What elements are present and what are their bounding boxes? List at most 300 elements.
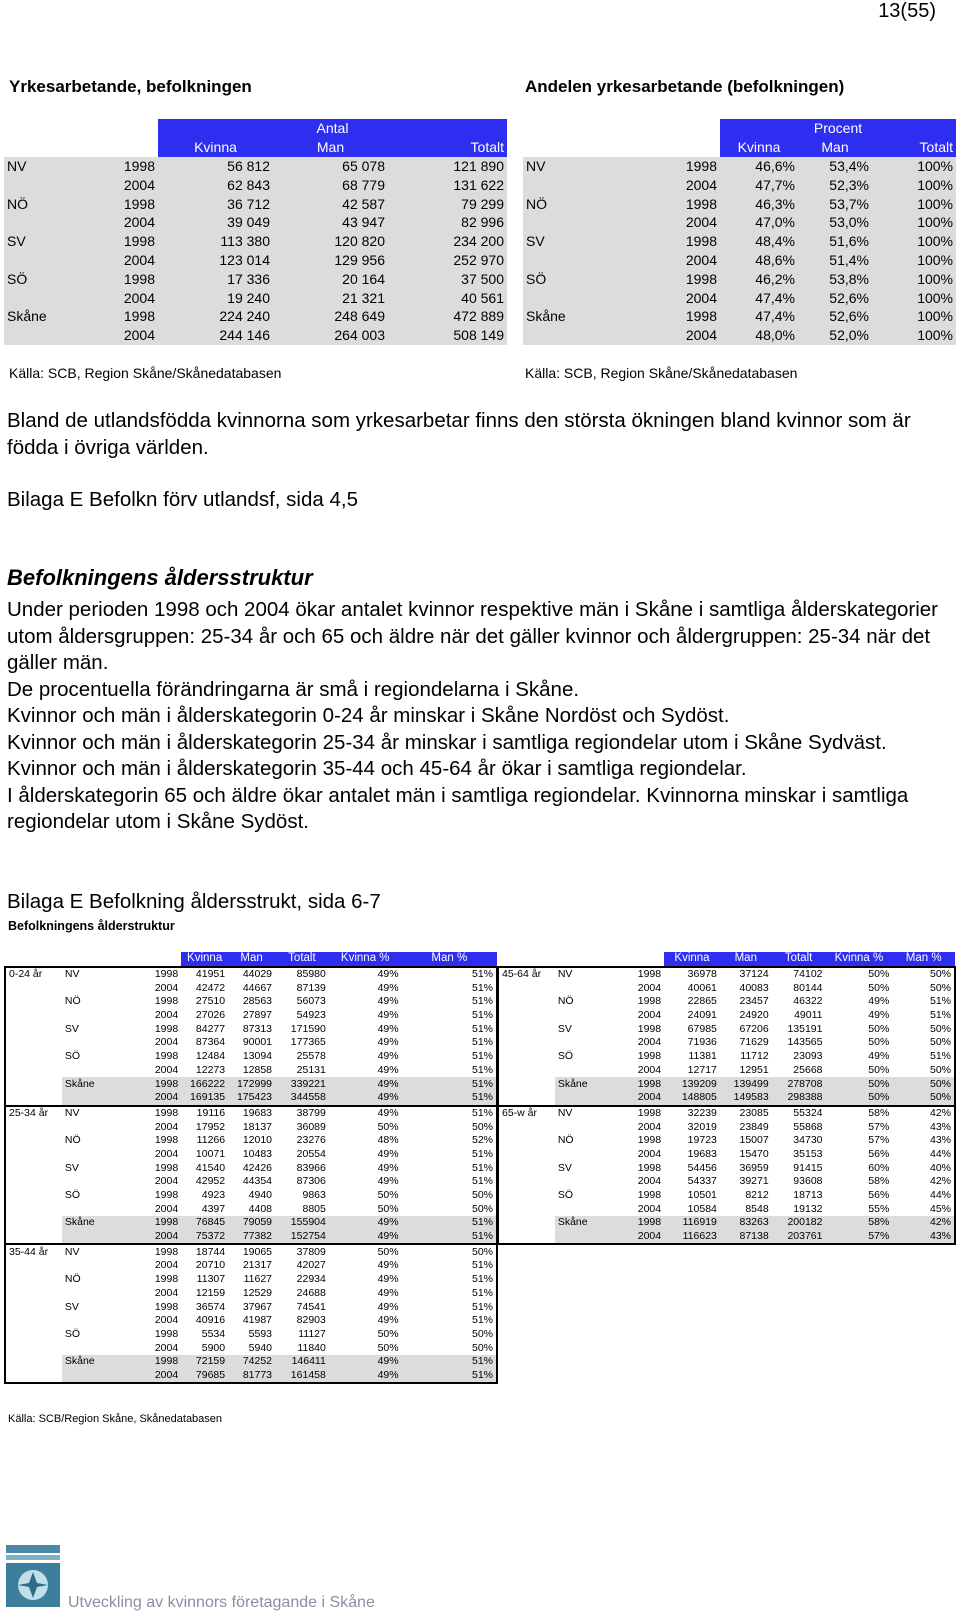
table-row — [4, 194, 507, 213]
age-group-label — [5, 1189, 62, 1203]
value-cell: 43% — [892, 1134, 955, 1148]
year-cell: 1998 — [124, 1077, 182, 1091]
year-cell: 2004 — [124, 1369, 182, 1384]
value-cell: 55% — [868, 1202, 890, 1215]
age-group-label — [498, 981, 555, 995]
value-cell: 51% — [402, 1036, 497, 1050]
age-group-label — [5, 1355, 62, 1369]
value-cell: 23457 — [739, 995, 769, 1008]
table-row — [498, 1134, 955, 1148]
region-label: SV — [557, 1161, 572, 1174]
age-group-label — [5, 1300, 62, 1314]
value-cell: 51% — [402, 1106, 497, 1121]
value-cell: 51% — [402, 995, 497, 1009]
value-cell: 49% — [868, 1009, 890, 1022]
age-group-label — [5, 1022, 62, 1036]
table-row — [5, 1328, 497, 1342]
region-label: NV — [62, 1106, 124, 1121]
region-label — [62, 1175, 124, 1189]
value-cell: 10483 — [242, 1147, 273, 1160]
region-label: SÖ — [64, 1327, 81, 1340]
region-label: Skåne — [62, 1216, 124, 1230]
value-cell: 120 820 — [273, 232, 388, 251]
value-cell: 58% — [826, 1216, 893, 1230]
table-row — [523, 232, 956, 251]
region-label — [555, 1120, 617, 1134]
region-label: SÖ — [4, 269, 66, 288]
region-label — [62, 1314, 124, 1328]
age-table-right — [497, 952, 956, 1245]
year-cell: 1998 — [154, 1134, 179, 1147]
count-column-header: Totalt — [388, 138, 507, 157]
value-cell: 51% — [402, 1369, 497, 1384]
value-cell: 55324 — [772, 1106, 826, 1121]
table-row — [498, 1106, 955, 1121]
value-cell: 116623 — [664, 1230, 720, 1245]
value-cell: 51% — [402, 1009, 497, 1023]
value-cell: 50% — [868, 1022, 890, 1035]
value-cell: 177365 — [290, 1036, 326, 1049]
age-column-header-row — [498, 952, 955, 967]
value-cell: 72159 — [181, 1355, 228, 1369]
value-cell: 23276 — [296, 1134, 326, 1147]
value-cell: 175423 — [228, 1091, 275, 1106]
value-cell: 12529 — [242, 1286, 273, 1299]
year-cell: 2004 — [637, 1175, 662, 1188]
value-cell: 472 889 — [388, 307, 507, 326]
value-cell: 35153 — [793, 1147, 823, 1160]
age-column-header: Man % — [892, 952, 955, 967]
value-cell: 51% — [402, 1314, 497, 1328]
workforce-count-table — [4, 119, 507, 345]
value-cell: 15007 — [739, 1134, 769, 1147]
value-cell: 52,6% — [798, 307, 872, 326]
region-label — [4, 213, 66, 232]
age-column-header: Totalt — [275, 952, 329, 967]
region-label — [555, 1064, 617, 1078]
value-cell: 41987 — [242, 1314, 273, 1327]
region-label — [62, 1202, 124, 1216]
value-cell: 93608 — [793, 1175, 823, 1188]
region-label — [4, 251, 66, 270]
year-cell: 2004 — [66, 326, 158, 345]
value-cell: 49% — [377, 1009, 399, 1022]
value-cell: 19132 — [793, 1202, 823, 1215]
value-cell: 11712 — [740, 1050, 769, 1063]
value-cell: 51% — [402, 1175, 497, 1189]
value-cell: 49% — [377, 1063, 399, 1076]
age-column-header: Man % — [402, 952, 497, 967]
region-label — [555, 1009, 617, 1023]
value-cell: 45% — [892, 1202, 955, 1216]
body-text-line: Under perioden 1998 och 2004 ökar antalet kvinnor respektive män i Skåne i samtliga ålderskategorier utom åldersgruppen: 25-34 år och 65 och äldre när det gäller kvinnor och åldergruppen: 25-34 när det gäller män. — [7, 598, 939, 674]
region-label — [523, 288, 593, 307]
value-cell: 27510 — [195, 995, 226, 1008]
value-cell: 50% — [402, 1120, 497, 1134]
value-cell: 42% — [892, 1175, 955, 1189]
year-cell: 1998 — [637, 1189, 662, 1202]
region-label — [555, 1091, 617, 1106]
year-cell: 2004 — [616, 1091, 664, 1106]
value-cell: 57% — [826, 1230, 893, 1245]
table-row — [5, 1009, 497, 1023]
value-cell: 49% — [329, 967, 402, 982]
table-row — [4, 175, 507, 194]
table-row — [523, 157, 956, 176]
value-cell: 87364 — [195, 1036, 226, 1049]
value-cell: 12484 — [195, 1050, 226, 1063]
value-cell: 52% — [402, 1134, 497, 1148]
value-cell: 39271 — [739, 1175, 769, 1188]
value-cell: 58% — [868, 1175, 890, 1188]
table-row — [4, 157, 507, 176]
table-row — [5, 1259, 497, 1273]
region-label — [555, 1036, 617, 1050]
age-column-header-row — [5, 952, 497, 967]
table-row — [5, 1273, 497, 1287]
value-cell: 19065 — [228, 1244, 275, 1259]
value-cell: 24091 — [687, 1009, 717, 1022]
value-cell: 27026 — [195, 1009, 226, 1022]
value-cell: 135191 — [787, 1022, 823, 1035]
region-label: NV — [62, 967, 124, 982]
share-group-header: Procent — [720, 119, 956, 138]
value-cell: 83966 — [296, 1161, 326, 1174]
year-cell: 2004 — [154, 1036, 179, 1049]
age-column-header: Totalt — [772, 952, 826, 967]
value-cell: 57% — [868, 1120, 890, 1133]
value-cell: 19723 — [687, 1134, 717, 1147]
value-cell: 82 996 — [388, 213, 507, 232]
value-cell: 100% — [872, 326, 956, 345]
year-cell: 2004 — [637, 1147, 662, 1160]
table-row — [5, 1369, 497, 1384]
value-cell: 203761 — [772, 1230, 826, 1245]
year-cell: 2004 — [637, 1120, 662, 1133]
value-cell: 5534 — [201, 1327, 226, 1340]
value-cell: 84277 — [195, 1022, 226, 1035]
value-cell: 24688 — [296, 1286, 326, 1299]
table-row — [5, 1175, 497, 1189]
value-cell: 298388 — [772, 1091, 826, 1106]
value-cell: 149583 — [720, 1091, 772, 1106]
value-cell: 51,6% — [798, 232, 872, 251]
age-group-label — [498, 1134, 555, 1148]
table-row — [5, 1036, 497, 1050]
value-cell: 49% — [377, 995, 399, 1008]
year-cell: 2004 — [637, 1009, 662, 1022]
year-cell: 2004 — [154, 1259, 179, 1272]
value-cell: 100% — [872, 307, 956, 326]
value-cell: 37124 — [720, 967, 772, 982]
age-group-label — [5, 1091, 62, 1106]
value-cell: 87138 — [720, 1230, 772, 1245]
table-row — [5, 1230, 497, 1245]
value-cell: 11840 — [297, 1341, 326, 1354]
region-label: NÖ — [4, 194, 66, 213]
value-cell: 85980 — [275, 967, 329, 982]
table-row — [5, 1287, 497, 1301]
year-cell: 1998 — [154, 1050, 179, 1063]
body-text-line: I ålderskategorin 65 och äldre ökar antalet män i samtliga regiondelar. Kvinnorna minskar i samtliga regiondelar utom i Skåne Sydöst. — [7, 783, 909, 833]
table-row — [5, 981, 497, 995]
year-cell: 1998 — [637, 1161, 662, 1174]
region-label: NV — [555, 1106, 617, 1121]
value-cell: 11381 — [688, 1050, 717, 1063]
value-cell: 244 146 — [158, 326, 273, 345]
year-cell: 1998 — [593, 232, 720, 251]
age-group-label — [498, 1230, 555, 1245]
value-cell: 21 321 — [273, 288, 388, 307]
value-cell: 49% — [377, 1022, 399, 1035]
value-cell: 49% — [377, 1286, 399, 1299]
blank-cell — [555, 952, 617, 967]
value-cell: 51% — [402, 1148, 497, 1162]
region-label — [62, 1259, 124, 1273]
value-cell: 49% — [329, 1106, 402, 1121]
year-cell: 1998 — [124, 1106, 182, 1121]
region-label — [555, 1202, 617, 1216]
table-row — [5, 967, 497, 982]
value-cell: 264 003 — [273, 326, 388, 345]
age-column-header: Man — [228, 952, 275, 967]
value-cell: 36959 — [739, 1161, 769, 1174]
value-cell: 100% — [872, 251, 956, 270]
value-cell: 49% — [377, 1314, 399, 1327]
value-cell: 56 812 — [158, 157, 273, 176]
value-cell: 148805 — [664, 1091, 720, 1106]
value-cell: 50% — [892, 1036, 955, 1050]
table-row — [4, 213, 507, 232]
value-cell: 146411 — [275, 1355, 329, 1369]
year-cell: 2004 — [66, 175, 158, 194]
count-group-header: Antal — [158, 119, 507, 138]
value-cell: 50% — [402, 1202, 497, 1216]
value-cell: 4408 — [248, 1202, 273, 1215]
region-label: SÖ — [557, 1189, 573, 1202]
year-cell: 2004 — [66, 213, 158, 232]
region-label: NÖ — [557, 1134, 574, 1147]
value-cell: 50% — [892, 1022, 955, 1036]
region-label — [555, 981, 617, 995]
region-label: Skåne — [4, 307, 66, 326]
region-label: NV — [523, 157, 593, 176]
region-label — [523, 326, 593, 345]
table-row — [523, 175, 956, 194]
value-cell: 34730 — [793, 1134, 823, 1147]
value-cell: 24920 — [739, 1009, 769, 1022]
value-cell: 58% — [826, 1106, 893, 1121]
table-row — [5, 1244, 497, 1259]
value-cell: 4923 — [201, 1189, 226, 1202]
value-cell: 23093 — [793, 1050, 823, 1063]
year-cell: 2004 — [154, 1009, 179, 1022]
region-label — [523, 175, 593, 194]
age-group-label — [498, 1120, 555, 1134]
value-cell: 252 970 — [388, 251, 507, 270]
table-row — [523, 213, 956, 232]
value-cell: 48,4% — [720, 232, 798, 251]
year-cell: 1998 — [124, 967, 182, 982]
value-cell: 62 843 — [158, 175, 273, 194]
value-cell: 27897 — [242, 1009, 273, 1022]
value-cell: 53,0% — [798, 213, 872, 232]
year-cell: 2004 — [154, 1202, 179, 1215]
year-cell: 1998 — [616, 1077, 664, 1091]
value-cell: 8212 — [745, 1189, 769, 1202]
table-row — [5, 1216, 497, 1230]
value-cell: 43% — [892, 1120, 955, 1134]
value-cell: 38799 — [275, 1106, 329, 1121]
value-cell: 91415 — [793, 1161, 823, 1174]
value-cell: 224 240 — [158, 307, 273, 326]
value-cell: 75372 — [181, 1230, 228, 1245]
region-label — [62, 1036, 124, 1050]
region-label — [62, 1148, 124, 1162]
value-cell: 143565 — [787, 1036, 823, 1049]
value-cell: 28563 — [242, 995, 273, 1008]
share-column-header: Kvinna — [720, 138, 798, 157]
value-cell: 42 587 — [273, 194, 388, 213]
value-cell: 100% — [872, 175, 956, 194]
value-cell: 152754 — [275, 1230, 329, 1245]
age-source-note: Källa: SCB/Region Skåne, Skånedatabasen — [8, 1413, 223, 1425]
value-cell: 51% — [402, 1230, 497, 1245]
value-cell: 54337 — [687, 1175, 717, 1188]
body-text-line: Kvinnor och män i ålderskategorin 0-24 år minskar i Skåne Nordöst och Sydöst. — [7, 704, 730, 727]
value-cell: 155904 — [275, 1216, 329, 1230]
value-cell: 234 200 — [388, 232, 507, 251]
age-group-label — [5, 1120, 62, 1134]
value-cell: 41951 — [181, 967, 228, 982]
year-cell: 2004 — [616, 1230, 664, 1245]
age-group-label — [5, 1175, 62, 1189]
value-cell: 139209 — [664, 1077, 720, 1091]
value-cell: 74252 — [228, 1355, 275, 1369]
value-cell: 44% — [892, 1189, 955, 1203]
value-cell: 51% — [402, 1216, 497, 1230]
value-cell: 74541 — [296, 1300, 326, 1313]
value-cell: 50% — [826, 1091, 893, 1106]
value-cell: 67985 — [687, 1022, 717, 1035]
value-cell: 39 049 — [158, 213, 273, 232]
value-cell: 18744 — [181, 1244, 228, 1259]
value-cell: 40061 — [687, 981, 717, 994]
year-cell: 1998 — [66, 194, 158, 213]
workforce-share-table — [523, 119, 956, 345]
value-cell: 53,8% — [798, 269, 872, 288]
value-cell: 248 649 — [273, 307, 388, 326]
age-group-label — [5, 1077, 62, 1091]
table-row — [523, 307, 956, 326]
value-cell: 11266 — [196, 1134, 226, 1147]
year-cell: 1998 — [154, 1161, 179, 1174]
region-label: Skåne — [62, 1077, 124, 1091]
value-cell: 100% — [872, 213, 956, 232]
table-row — [498, 1064, 955, 1078]
blank-cell — [593, 119, 720, 138]
value-cell: 51% — [892, 1009, 955, 1023]
value-cell: 12010 — [242, 1134, 273, 1147]
value-cell: 49% — [377, 1259, 399, 1272]
age-group-label — [5, 981, 62, 995]
value-cell: 50% — [402, 1328, 497, 1342]
age-group-label: 45-64 år — [498, 967, 555, 982]
value-cell: 50% — [868, 1036, 890, 1049]
value-cell: 51% — [402, 1077, 497, 1091]
region-label — [62, 1009, 124, 1023]
blank-cell — [5, 952, 62, 967]
value-cell: 5593 — [248, 1327, 273, 1340]
appendix-reference-1: Bilaga E Befolkn förv utlandsf, sida 4,5 — [7, 488, 358, 511]
age-group-label — [5, 1259, 62, 1273]
appendix-reference-2: Bilaga E Befolkning åldersstrukt, sida 6-7 — [7, 890, 381, 913]
region-label — [555, 1148, 617, 1162]
value-cell: 4940 — [248, 1189, 273, 1202]
count-group-header-row — [4, 119, 507, 138]
year-cell: 2004 — [154, 1314, 179, 1327]
region-label: SV — [557, 1022, 572, 1035]
value-cell: 10071 — [195, 1147, 226, 1160]
age-group-label — [498, 1175, 555, 1189]
table-row — [5, 1022, 497, 1036]
value-cell: 11127 — [298, 1327, 326, 1340]
age-group-label — [5, 1134, 62, 1148]
value-cell: 50% — [868, 1063, 890, 1076]
value-cell: 52,0% — [798, 326, 872, 345]
table-row — [498, 1036, 955, 1050]
value-cell: 36089 — [296, 1120, 326, 1133]
value-cell: 51% — [402, 1355, 497, 1369]
year-cell: 1998 — [593, 269, 720, 288]
age-group-label — [5, 1161, 62, 1175]
value-cell: 21317 — [242, 1259, 273, 1272]
value-cell: 19683 — [228, 1106, 275, 1121]
value-cell: 49% — [329, 1369, 402, 1384]
value-cell: 50% — [868, 981, 890, 994]
value-cell: 12951 — [739, 1063, 769, 1076]
value-cell: 200182 — [772, 1216, 826, 1230]
region-label — [62, 1287, 124, 1301]
age-group-label — [498, 1077, 555, 1091]
region-label: NV — [62, 1244, 124, 1259]
value-cell: 56% — [868, 1189, 890, 1202]
age-group-label — [498, 1202, 555, 1216]
value-cell: 74102 — [772, 967, 826, 982]
value-cell: 53,7% — [798, 194, 872, 213]
value-cell: 46322 — [793, 995, 823, 1008]
year-cell: 1998 — [593, 157, 720, 176]
value-cell: 79059 — [228, 1216, 275, 1230]
value-cell: 40 561 — [388, 288, 507, 307]
value-cell: 100% — [872, 194, 956, 213]
value-cell: 50% — [892, 981, 955, 995]
value-cell: 49011 — [794, 1009, 823, 1022]
age-group-label: 25-34 år — [5, 1106, 62, 1121]
blank-cell — [616, 952, 664, 967]
value-cell: 50% — [377, 1202, 399, 1215]
region-label: SÖ — [64, 1050, 81, 1063]
region-label: NÖ — [64, 1273, 81, 1286]
year-cell: 2004 — [637, 1202, 662, 1215]
age-group-label — [5, 1148, 62, 1162]
value-cell: 172999 — [228, 1077, 275, 1091]
year-cell: 1998 — [154, 1300, 179, 1313]
value-cell: 77382 — [228, 1230, 275, 1245]
table-row — [498, 1189, 955, 1203]
value-cell: 20 164 — [273, 269, 388, 288]
value-cell: 51% — [402, 1064, 497, 1078]
